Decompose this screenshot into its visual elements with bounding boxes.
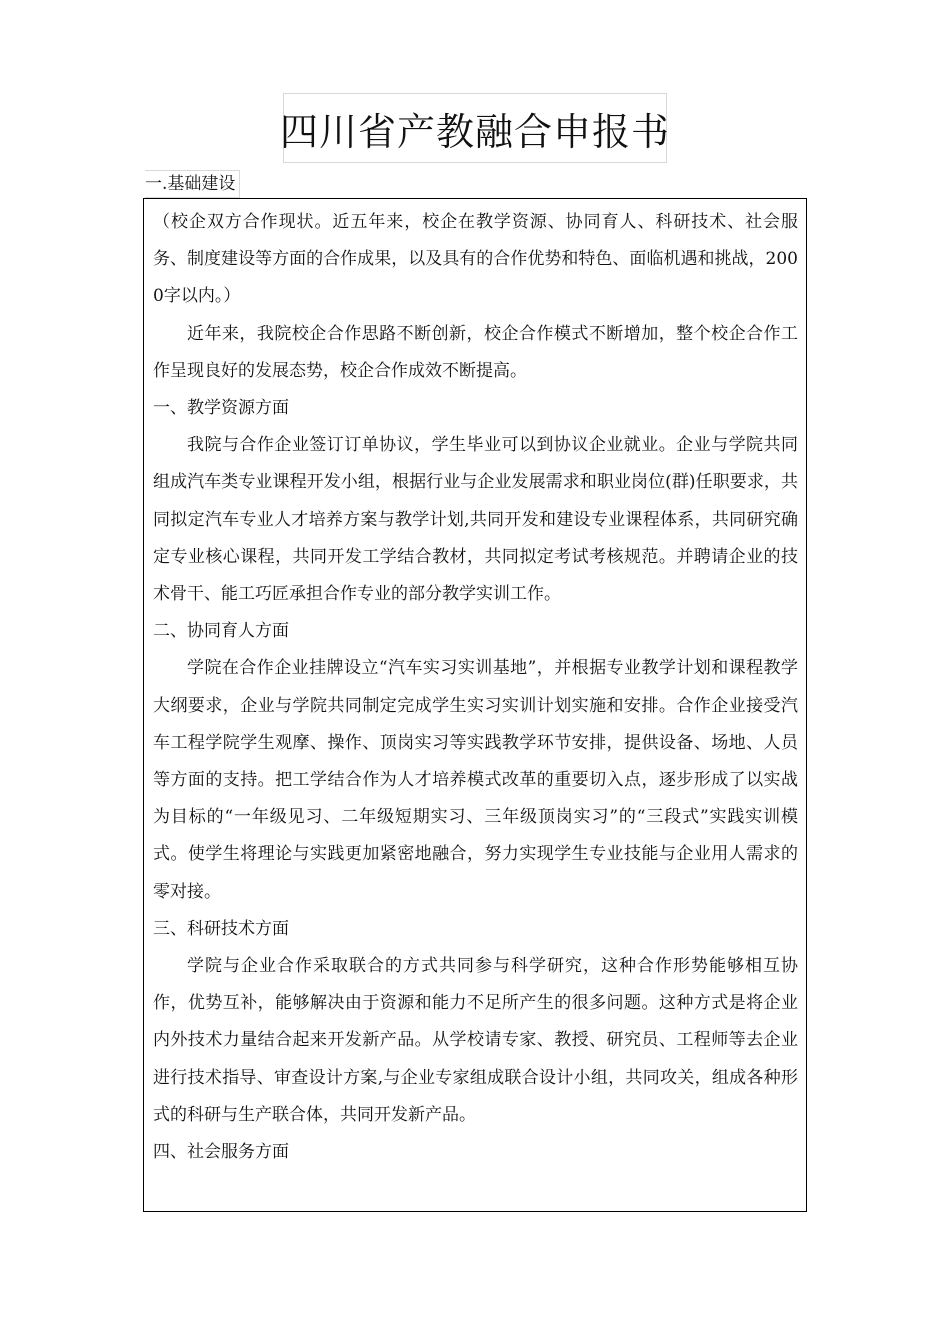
intro-note: （校企双方合作现状。近五年来，校企在教学资源、协同育人、科研技术、社会服务、制度建设等方面的合作成果，以及具有的合作优势和特色、面临机遇和挑战，2000字以内。） — [153, 212, 798, 307]
section-text-research-technology: 学院与企业合作采取联合的方式共同参与科学研究，这种合作形势能够相互协作，优势互补，能够解决由于资源和能力不足所产生的很多问题。这种方式是将企业内外技术力量结合起来开发新产品。从学校请专家、教授、研究员、工程师等去企业进行技术指导、审查设计方案,与企业专家组成联合设计小组，共同攻关，组成各种形式的科研与生产联合体，共同开发新产品。 — [153, 956, 798, 1125]
opening-paragraph: 近年来，我院校企合作思路不断创新，校企合作模式不断增加，整个校企合作工作呈现良好的发展态势，校企合作成效不断提高。 — [153, 323, 798, 381]
section-heading-collaborative-education: 二、协同育人方面 — [153, 621, 289, 642]
section-heading-teaching-resources: 一、教学资源方面 — [153, 398, 289, 419]
section-text-collaborative-education: 学院在合作企业挂牌设立“汽车实习实训基地”，并根据专业教学计划和课程教学大纲要求，企业与学院共同制定完成学生实习实训计划实施和安排。合作企业接受汽车工程学院学生观摩、操作、顶岗实习等实践教学环节安排，提供设备、场地、人员等方面的支持。把工学结合作为人才培养模式改革的重要切入点，逐步形成了以实战为目标的“一年级见习、二年级短期实习、三年级顶岗实习”的“三段式”实践实训模式。使学生将理论与实践更加紧密地融合，努力实现学生专业技能与企业用人需求的零对接。 — [153, 658, 798, 902]
section-label: 一.基础建设 — [145, 170, 240, 198]
section-heading-research-technology: 三、科研技术方面 — [153, 918, 289, 939]
document-title: 四川省产教融合申报书 — [280, 109, 671, 154]
section-text-teaching-resources: 我院与合作企业签订订单协议，学生毕业可以到协议企业就业。企业与学院共同组成汽车类专业课程开发小组，根据行业与企业发展需求和职业岗位(群)任职要求，共同拟定汽车专业人才培养方案与教学计划,共同开发和建设专业课程体系，共同研究确定专业核心课程，共同开发工学结合教材，共同拟定考试考核规范。并聘请企业的技术骨干、能工巧匠承担合作专业的部分教学实训工作。 — [153, 435, 798, 605]
content-box — [143, 198, 807, 1212]
title-box — [280, 93, 671, 163]
section-heading-social-service: 四、社会服务方面 — [153, 1142, 289, 1163]
